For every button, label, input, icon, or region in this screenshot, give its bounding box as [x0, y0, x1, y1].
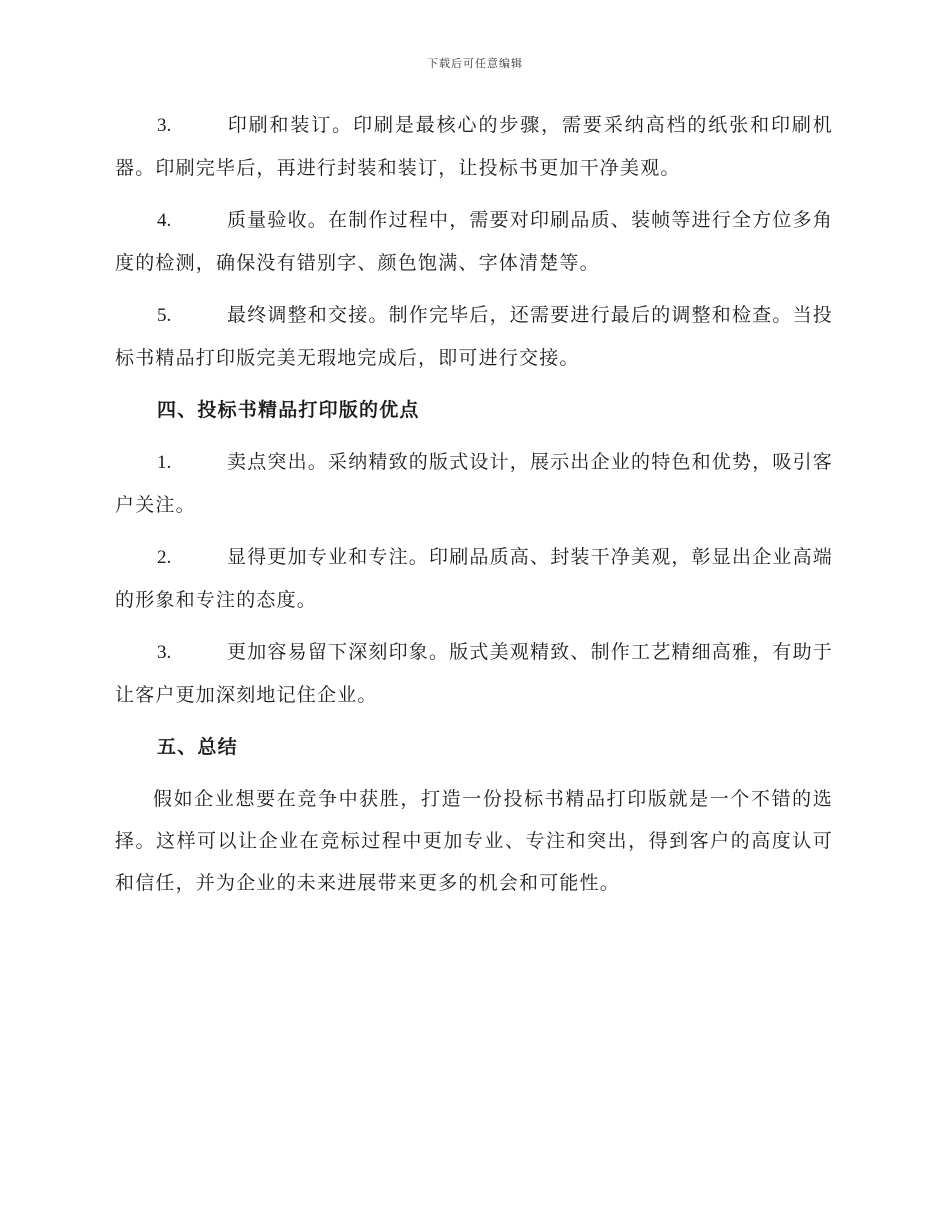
list-item-text: 质量验收。在制作过程中，需要对印刷品质、装帧等进行全方位多角度的检测，确保没有错别字、颜色饱满、字体清楚等。 — [115, 209, 834, 274]
list-item-number: 3. — [157, 115, 172, 136]
list-item — [115, 294, 833, 379]
list-item-text: 更加容易留下深刻印象。版式美观精致、制作工艺精细高雅，有助于让客户更加深刻地记住企业。 — [115, 641, 834, 706]
list-item-number: 2. — [157, 547, 172, 568]
section-heading: 五、总结 — [157, 736, 238, 758]
list-item-text: 显得更加专业和专注。印刷品质高、封装干净美观，彰显出企业高端的形象和专注的态度。 — [115, 546, 834, 611]
list-item — [115, 441, 833, 526]
list-item-number: 1. — [157, 452, 172, 473]
list-item — [115, 199, 833, 284]
section-heading: 四、投标书精品打印版的优点 — [157, 399, 420, 421]
list-item-number: 5. — [157, 305, 172, 326]
page-header-note: 下载后可任意编辑 — [427, 57, 523, 70]
list-item-number: 4. — [157, 210, 172, 231]
document-body — [115, 104, 833, 914]
list-item — [115, 104, 833, 189]
list-item — [115, 536, 833, 621]
list-item-text: 印刷和装订。印刷是最核心的步骤，需要采纳高档的纸张和印刷机器。印刷完毕后，再进行封装和装订，让投标书更加干净美观。 — [115, 114, 833, 179]
list-item — [115, 631, 833, 716]
summary-paragraph: 假如企业想要在竞争中获胜，打造一份投标书精品打印版就是一个不错的选择。这样可以让企业在竞标过程中更加专业、专注和突出，得到客户的高度认可和信任，并为企业的未来进展带来更多的机会和可能性。 — [115, 788, 833, 894]
list-item-text: 卖点突出。采纳精致的版式设计，展示出企业的特色和优势，吸引客户关注。 — [115, 451, 834, 516]
list-item-text: 最终调整和交接。制作完毕后，还需要进行最后的调整和检查。当投标书精品打印版完美无瑕地完成后，即可进行交接。 — [115, 304, 834, 369]
list-item-number: 3. — [157, 642, 172, 663]
